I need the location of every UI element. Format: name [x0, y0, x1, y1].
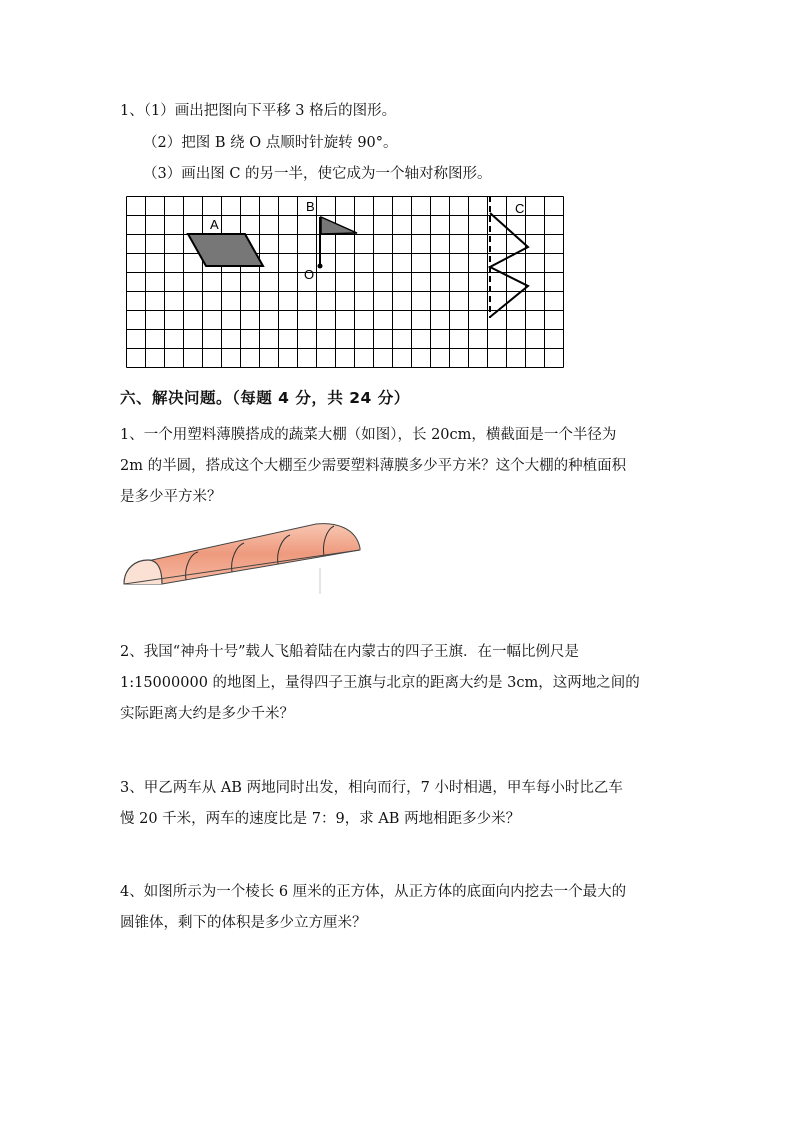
section-heading: 六、解决问题。（每题 4 分，共 24 分）: [120, 389, 410, 407]
problem-2-line-3: 实际距离大约是多少千米？: [120, 706, 294, 722]
label-o: O: [304, 267, 315, 282]
flag-b: [321, 217, 357, 234]
problem-1: [120, 420, 680, 513]
zigzag-c: [490, 213, 528, 317]
parallelogram-a: [188, 234, 263, 266]
greenhouse-front-arch: [124, 560, 162, 584]
problem-1-line-2: 2m 的半圆，搭成这个大棚至少需要塑料薄膜多少平方米？这个大棚的种植面积: [120, 458, 627, 474]
problem-2: [120, 637, 680, 730]
label-c: C: [515, 201, 525, 216]
problem-4-line-2: 圆锥体，剩下的体积是多少立方厘米？: [120, 915, 367, 931]
problem-1-line-3: 是多少平方米？: [120, 489, 222, 505]
problem-1-line-1: 1、一个用塑料薄膜搭成的蔬菜大棚（如图），长 20cm，横截面是一个半径为: [120, 427, 617, 443]
problem-3-line-1: 3、甲乙两车从 AB 两地同时出发，相向而行，7 小时相遇，甲车每小时比乙车: [120, 780, 623, 796]
problem-4: [120, 877, 680, 939]
label-b: B: [306, 199, 315, 214]
problem-3-line-2: 慢 20 千米，两车的速度比是 7：9，求 AB 两地相距多少米？: [120, 811, 521, 827]
label-a: A: [210, 217, 219, 232]
point-o: [318, 264, 323, 269]
q1-title: 1、（1）画出把图向下平移 3 格后的图形。: [120, 103, 397, 119]
q1-sub2: （2）把图 B 绕 O 点顺时针旋转 90°。: [143, 135, 398, 151]
problem-2-line-2: 1:15000000 的地图上，量得四子王旗与北京的距离大约是 3cm，这两地之间的: [120, 675, 640, 691]
grid-lines: [127, 197, 564, 368]
problem-2-line-1: 2、我国“神舟十号”载人飞船着陆在内蒙古的四子王旗．在一幅比例尺是: [120, 644, 580, 660]
q1-sub3: （3）画出图 C 的另一半，使它成为一个轴对称图形。: [143, 166, 492, 182]
problem-4-line-1: 4、如图所示为一个棱长 6 厘米的正方体，从正方体的底面向内挖去一个最大的: [120, 884, 627, 900]
problem-3: [120, 773, 680, 835]
grid-figure: [126, 196, 572, 368]
greenhouse-illustration: [120, 518, 370, 596]
